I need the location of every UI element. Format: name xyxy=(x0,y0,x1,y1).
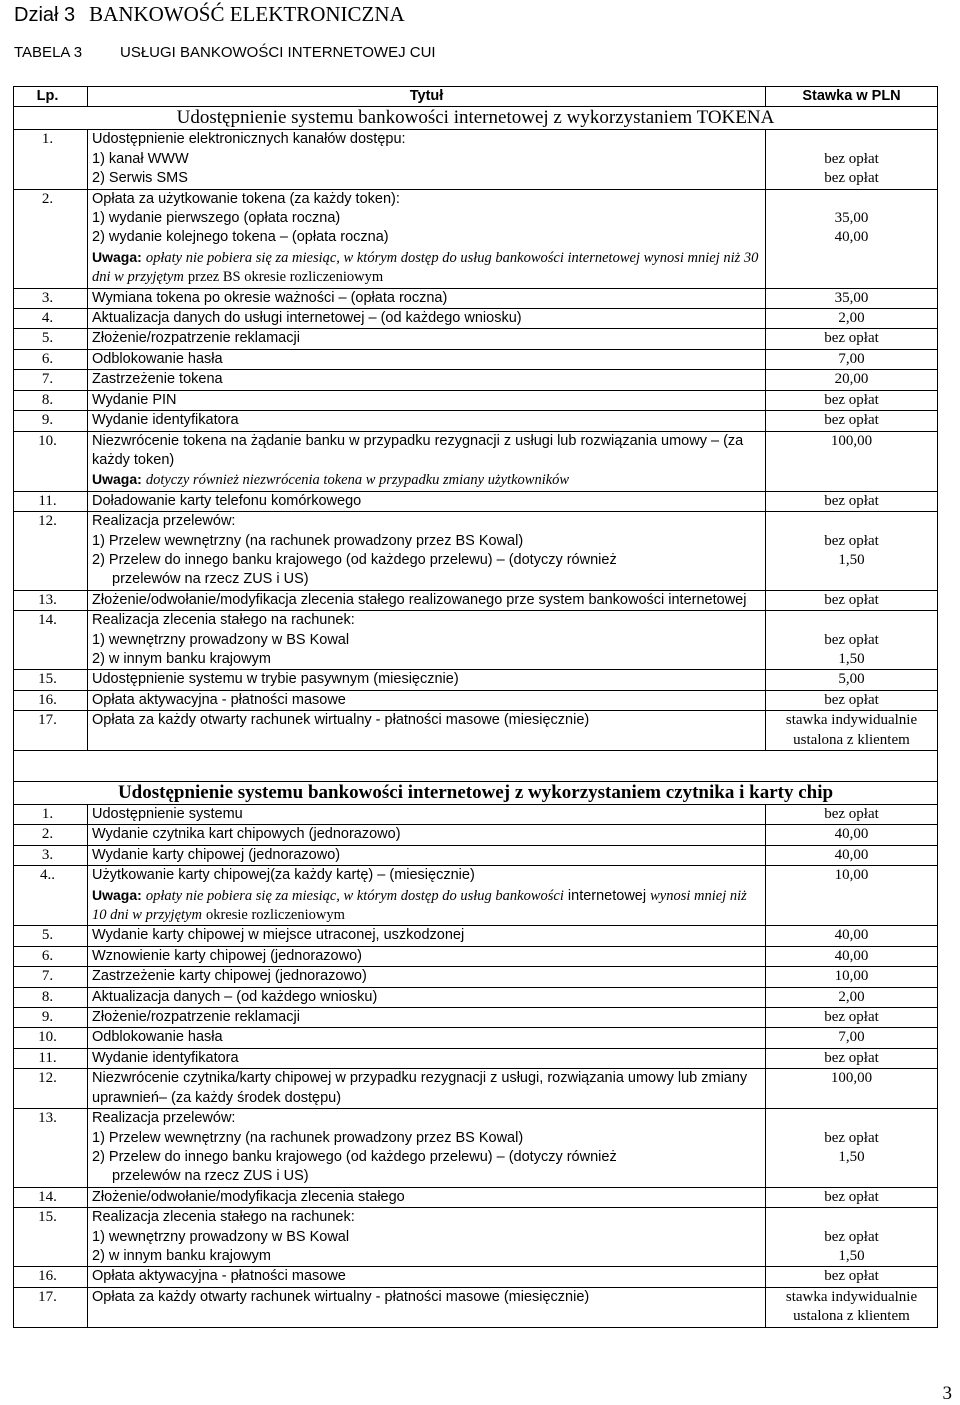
table-row xyxy=(14,1028,938,1048)
header-stawka: Stawka w PLN xyxy=(766,87,938,107)
row-value: bez opłat xyxy=(766,1048,938,1068)
table-row xyxy=(14,1267,938,1287)
row-title-line: przelewów na rzecz ZUS i US) xyxy=(112,1168,309,1185)
table-row xyxy=(14,1069,938,1109)
table-row xyxy=(14,431,938,491)
row-title xyxy=(88,866,766,926)
row-value xyxy=(766,130,938,189)
row-lp: 13. xyxy=(14,590,88,610)
uwaga-note xyxy=(92,470,761,490)
uwaga-label: Uwaga: xyxy=(92,248,142,265)
row-title-line: 1) wydanie pierwszego (opłata roczna) xyxy=(92,210,341,227)
table-row xyxy=(14,1109,938,1188)
row-value-line: 1,50 xyxy=(838,650,865,667)
row-value: 10,00 xyxy=(766,967,938,987)
row-title-line: 2) Serwis SMS xyxy=(92,170,188,187)
row-title: Złożenie/odwołanie/modyfikacja zlecenia stałego realizowanego prze system bankowości internetowej xyxy=(88,590,766,610)
uwaga-text: wynosi mniej niż 10 dni w przyjętym xyxy=(92,887,747,924)
row-title xyxy=(88,611,766,670)
row-value-line: bez opłat xyxy=(824,1129,879,1146)
row-title-line: 2) w innym banku krajowym xyxy=(92,1247,271,1264)
row-value xyxy=(766,189,938,288)
row-lp: 10. xyxy=(14,1028,88,1048)
row-lp: 9. xyxy=(14,1008,88,1028)
row-value: 20,00 xyxy=(766,370,938,390)
table-row xyxy=(14,711,938,751)
row-value xyxy=(766,711,938,751)
row-value-line: bez opłat xyxy=(824,1228,879,1245)
table-row xyxy=(14,288,938,308)
row-value-line: ustalona z klientem xyxy=(793,731,910,748)
row-value: bez opłat xyxy=(766,690,938,710)
row-title xyxy=(88,512,766,591)
row-title xyxy=(88,1208,766,1267)
header-lp: Lp. xyxy=(14,87,88,107)
table-row xyxy=(14,130,938,189)
row-value-line: 1,50 xyxy=(838,1148,865,1165)
table-header-row xyxy=(14,87,938,107)
table-row xyxy=(14,491,938,511)
row-title-line: 2) Przelew do innego banku krajowego (od każdego przelewu) – (dotyczy również xyxy=(92,551,617,568)
row-value-line: 1,50 xyxy=(838,551,865,568)
row-title: Złożenie/rozpatrzenie reklamacji xyxy=(88,329,766,349)
row-value xyxy=(766,1208,938,1267)
row-value: bez opłat xyxy=(766,390,938,410)
row-lp: 11. xyxy=(14,491,88,511)
spacer-row xyxy=(14,751,938,782)
row-title: Wymiana tokena po okresie ważności – (opłata roczna) xyxy=(88,288,766,308)
table-number: TABELA 3 xyxy=(14,44,83,61)
row-lp: 3. xyxy=(14,288,88,308)
row-value-line: bez opłat xyxy=(824,631,879,648)
table-row xyxy=(14,1208,938,1267)
row-value: bez opłat xyxy=(766,1267,938,1287)
section-title-chip: Udostępnienie systemu bankowości internetowej z wykorzystaniem czytnika i karty chip xyxy=(14,782,938,805)
table-row xyxy=(14,926,938,946)
table-row xyxy=(14,670,938,690)
row-lp: 16. xyxy=(14,1267,88,1287)
table-row xyxy=(14,690,938,710)
table-row xyxy=(14,512,938,591)
uwaga-text: opłaty nie pobiera się za miesiąc, w którym dostęp do usług bankowości xyxy=(145,887,564,904)
row-lp: 15. xyxy=(14,670,88,690)
row-title-line: 1) wewnętrzny prowadzony w BS Kowal xyxy=(92,631,350,648)
table-row xyxy=(14,590,938,610)
row-lp: 3. xyxy=(14,845,88,865)
row-value: bez opłat xyxy=(766,491,938,511)
row-title-line: Realizacja zlecenia stałego na rachunek: xyxy=(92,1209,355,1226)
row-lp: 8. xyxy=(14,987,88,1007)
row-title-line: Użytkowanie karty chipowej(za każdy kartę) – (miesięcznie) xyxy=(92,867,475,884)
table-row xyxy=(14,825,938,845)
uwaga-text: internetowej xyxy=(567,887,647,904)
row-value: 40,00 xyxy=(766,825,938,845)
row-value-line: bez opłat xyxy=(824,532,879,549)
row-lp: 11. xyxy=(14,1048,88,1068)
row-title-line: 1) kanał WWW xyxy=(92,150,189,167)
uwaga-text: przez BS okresie rozliczeniowym xyxy=(187,269,384,286)
row-title xyxy=(88,1109,766,1188)
section-number: Dział 3 xyxy=(14,4,76,26)
row-lp: 17. xyxy=(14,711,88,751)
row-title xyxy=(88,431,766,491)
header-tytul: Tytuł xyxy=(88,87,766,107)
row-value: 10,00 xyxy=(766,866,938,926)
row-title: Złożenie/rozpatrzenie reklamacji xyxy=(88,1008,766,1028)
row-lp: 1. xyxy=(14,805,88,825)
row-title: Odblokowanie hasła xyxy=(88,1028,766,1048)
row-value: bez opłat xyxy=(766,1187,938,1207)
row-value: 100,00 xyxy=(766,431,938,491)
row-value-line: ustalona z klientem xyxy=(793,1308,910,1325)
row-lp: 9. xyxy=(14,411,88,431)
row-title-line: 2) Przelew do innego banku krajowego (od każdego przelewu) – (dotyczy również xyxy=(92,1148,617,1165)
table-row xyxy=(14,1287,938,1327)
table-row xyxy=(14,611,938,670)
table-row xyxy=(14,805,938,825)
row-value: bez opłat xyxy=(766,590,938,610)
row-lp: 2. xyxy=(14,825,88,845)
row-title-line: Realizacja zlecenia stałego na rachunek: xyxy=(92,612,355,629)
uwaga-note xyxy=(92,886,761,926)
row-title-line: Realizacja przelewów: xyxy=(92,513,236,530)
row-title: Opłata aktywacyjna - płatności masowe xyxy=(88,1267,766,1287)
row-lp: 14. xyxy=(14,1187,88,1207)
table-row xyxy=(14,189,938,288)
row-value xyxy=(766,1109,938,1188)
table-row xyxy=(14,1008,938,1028)
row-title: Zastrzeżenie karty chipowej (jednorazowo) xyxy=(88,967,766,987)
row-title: Wydanie identyfikatora xyxy=(88,1048,766,1068)
row-title: Udostępnienie systemu w trybie pasywnym (miesięcznie) xyxy=(88,670,766,690)
table-row xyxy=(14,987,938,1007)
row-value: 7,00 xyxy=(766,349,938,369)
row-value: 5,00 xyxy=(766,670,938,690)
row-title: Niezwrócenie czytnika/karty chipowej w przypadku rezygnacji z usługi, rozwiązania umowy lub zmiany uprawnień– (za każdy środek dostępu) xyxy=(88,1069,766,1109)
row-lp: 6. xyxy=(14,349,88,369)
table-row xyxy=(14,411,938,431)
row-title-line: 1) wewnętrzny prowadzony w BS Kowal xyxy=(92,1228,350,1245)
row-lp: 5. xyxy=(14,926,88,946)
row-value: bez opłat xyxy=(766,805,938,825)
row-lp: 15. xyxy=(14,1208,88,1267)
table-title: USŁUGI BANKOWOŚCI INTERNETOWEJ CUI xyxy=(120,44,436,61)
table-row xyxy=(14,1048,938,1068)
row-title: Doładowanie karty telefonu komórkowego xyxy=(88,491,766,511)
row-value: bez opłat xyxy=(766,329,938,349)
uwaga-text: okresie rozliczeniowym xyxy=(205,907,345,924)
uwaga-note xyxy=(92,248,761,288)
row-title: Wydanie PIN xyxy=(88,390,766,410)
row-value: 100,00 xyxy=(766,1069,938,1109)
row-lp: 1. xyxy=(14,130,88,189)
uwaga-label: Uwaga: xyxy=(92,471,142,488)
row-title: Odblokowanie hasła xyxy=(88,349,766,369)
row-title-line: 2) wydanie kolejnego tokena – (opłata roczna) xyxy=(92,229,389,246)
table-row xyxy=(14,946,938,966)
row-lp: 8. xyxy=(14,390,88,410)
table-row xyxy=(14,309,938,329)
row-title: Złożenie/odwołanie/modyfikacja zlecenia stałego xyxy=(88,1187,766,1207)
row-title: Wznowienie karty chipowej (jednorazowo) xyxy=(88,946,766,966)
table-row xyxy=(14,329,938,349)
row-lp: 5. xyxy=(14,329,88,349)
row-title: Udostępnienie systemu xyxy=(88,805,766,825)
row-title-line: Realizacja przelewów: xyxy=(92,1110,236,1127)
row-title: Wydanie karty chipowej (jednorazowo) xyxy=(88,845,766,865)
row-title: Opłata za każdy otwarty rachunek wirtualny - płatności masowe (miesięcznie) xyxy=(88,1287,766,1327)
table-row xyxy=(14,866,938,926)
row-value: 40,00 xyxy=(766,946,938,966)
row-title-line: przelewów na rzecz ZUS i US) xyxy=(112,571,309,588)
table-row xyxy=(14,390,938,410)
row-lp: 17. xyxy=(14,1287,88,1327)
row-value: 40,00 xyxy=(766,845,938,865)
section-title-token: Udostępnienie systemu bankowości internetowej z wykorzystaniem TOKENA xyxy=(14,107,938,130)
row-title: Zastrzeżenie tokena xyxy=(88,370,766,390)
uwaga-text: opłaty nie pobiera się za miesiąc, w którym dostęp do usług bankowości internetowej wynosi mniej niż 30 dni w przyjętym xyxy=(92,249,759,286)
row-title: Opłata aktywacyjna - płatności masowe xyxy=(88,690,766,710)
row-value: bez opłat xyxy=(766,411,938,431)
row-title: Aktualizacja danych do usługi internetowej – (od każdego wniosku) xyxy=(88,309,766,329)
row-value xyxy=(766,611,938,670)
row-value-line: stawka indywidualnie xyxy=(785,712,918,729)
row-value: 2,00 xyxy=(766,309,938,329)
row-lp: 7. xyxy=(14,967,88,987)
row-value-line: 1,50 xyxy=(838,1247,865,1264)
row-value: 7,00 xyxy=(766,1028,938,1048)
row-value xyxy=(766,512,938,591)
row-title-line: Opłata za użytkowanie tokena (za każdy token): xyxy=(92,190,400,207)
row-value: 2,00 xyxy=(766,987,938,1007)
row-title: Opłata za każdy otwarty rachunek wirtualny - płatności masowe (miesięcznie) xyxy=(88,711,766,751)
row-title: Wydanie czytnika kart chipowych (jednorazowo) xyxy=(88,825,766,845)
table-row xyxy=(14,845,938,865)
row-title: Wydanie identyfikatora xyxy=(88,411,766,431)
row-lp: 6. xyxy=(14,946,88,966)
row-title: Aktualizacja danych – (od każdego wniosku) xyxy=(88,987,766,1007)
row-lp: 12. xyxy=(14,1069,88,1109)
table-row xyxy=(14,1187,938,1207)
row-lp: 14. xyxy=(14,611,88,670)
table-row xyxy=(14,370,938,390)
row-lp: 4.. xyxy=(14,866,88,926)
section-row xyxy=(14,782,938,805)
row-lp: 10. xyxy=(14,431,88,491)
row-value-line: bez opłat xyxy=(824,150,879,167)
section-heading xyxy=(14,2,405,27)
row-title-line: 1) Przelew wewnętrzny (na rachunek prowadzony przez BS Kowal) xyxy=(92,1129,524,1146)
row-title: Wydanie karty chipowej w miejsce utraconej, uszkodzonej xyxy=(88,926,766,946)
row-value: bez opłat xyxy=(766,1008,938,1028)
row-lp: 12. xyxy=(14,512,88,591)
row-lp: 16. xyxy=(14,690,88,710)
section-row xyxy=(14,107,938,130)
uwaga-text: dotyczy również niezwrócenia tokena w przypadku zmiany użytkowników xyxy=(145,472,570,489)
row-title-line: Udostępnienie elektronicznych kanałów dostępu: xyxy=(92,131,406,148)
row-title-line: 2) w innym banku krajowym xyxy=(92,650,271,667)
page-number: 3 xyxy=(942,1383,952,1404)
row-lp: 13. xyxy=(14,1109,88,1188)
row-value: 35,00 xyxy=(766,288,938,308)
row-value-line: 40,00 xyxy=(834,229,869,246)
row-value-line: stawka indywidualnie xyxy=(785,1288,918,1305)
row-title xyxy=(88,189,766,288)
row-lp: 4. xyxy=(14,309,88,329)
table-row xyxy=(14,349,938,369)
fee-table xyxy=(13,86,938,1328)
row-title-line: 1) Przelew wewnętrzny (na rachunek prowadzony przez BS Kowal) xyxy=(92,532,524,549)
row-value xyxy=(766,1287,938,1327)
row-lp: 7. xyxy=(14,370,88,390)
row-value-line: bez opłat xyxy=(824,170,879,187)
row-value: 40,00 xyxy=(766,926,938,946)
table-row xyxy=(14,967,938,987)
row-lp: 2. xyxy=(14,189,88,288)
row-title-line: Niezwrócenie tokena na żądanie banku w przypadku rezygnacji z usługi lub rozwiązania umowy – (za każdy token) xyxy=(92,432,744,468)
uwaga-label: Uwaga: xyxy=(92,886,142,903)
section-title: BANKOWOŚĆ ELEKTRONICZNA xyxy=(89,2,405,26)
row-value-line: 35,00 xyxy=(834,210,869,227)
row-title xyxy=(88,130,766,189)
